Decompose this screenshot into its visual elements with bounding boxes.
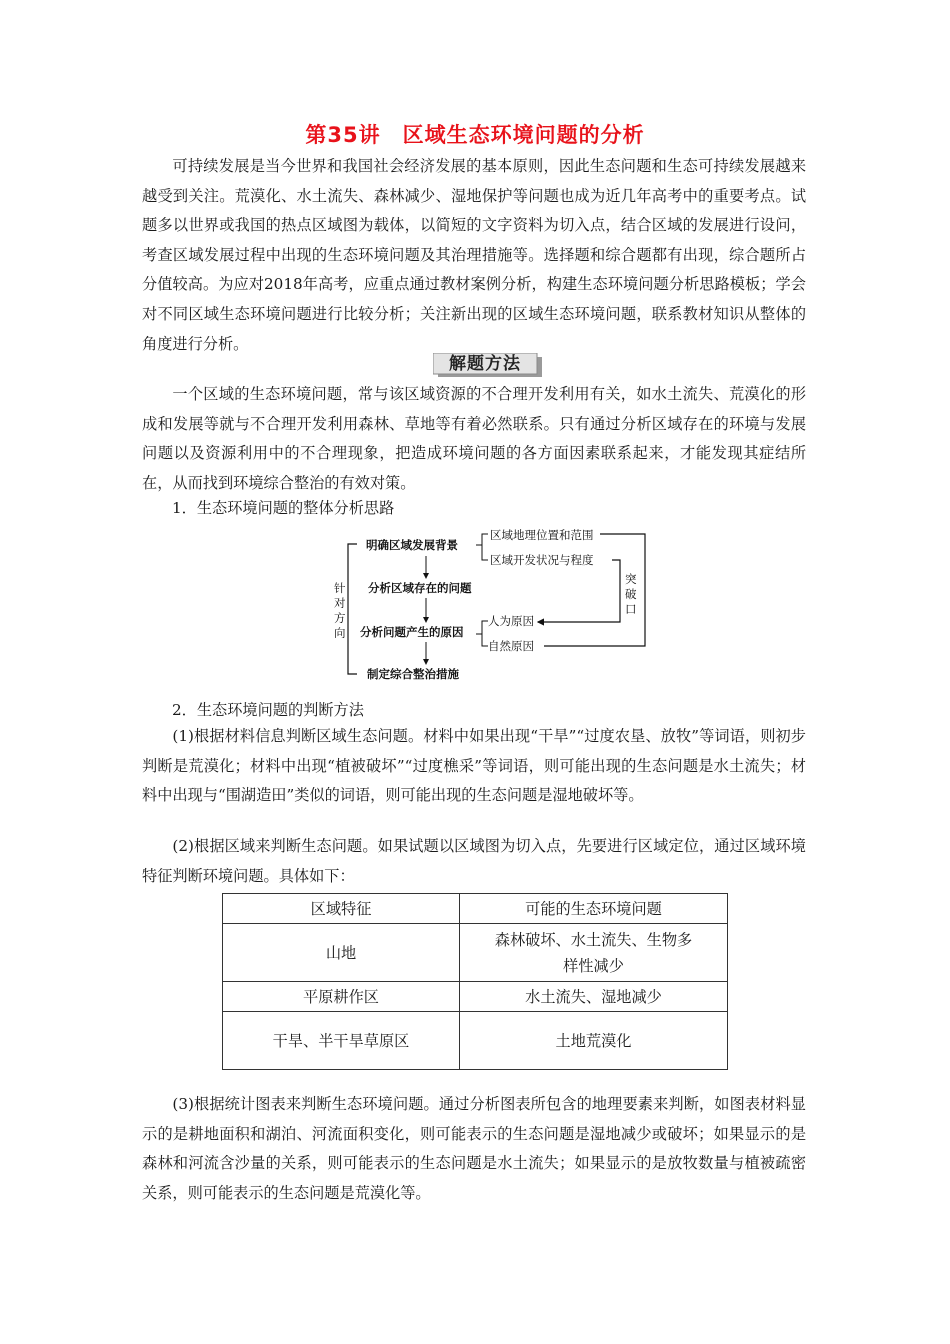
page-title [0,119,950,149]
background-brace [476,534,488,560]
section-2-heading: 2．生态环境问题的判断方法 [172,701,364,719]
table-header: 区域特征 [223,894,460,924]
section-1-heading: 1．生态环境问题的整体分析思路 [172,499,395,517]
table-cell: 平原耕作区 [223,982,460,1012]
table-cell: 山地 [223,924,460,982]
region-problem-table [222,893,728,1070]
side-label-1: 针 [334,581,346,595]
intro-paragraph: 可持续发展是当今世界和我国社会经济发展的基本原则，因此生态问题和生态可持续发展越来越受到关注。荒漠化、水土流失、森林减少、湿地保护等问题也成为近几年高考中的重要考点。试题多以世界或我国的热点区域图为载体，以简短的文字资料为切入点，结合区域的发展进行设问，考查区域发展过程中出现的生态环境问题及其治理措施等。选择题和综合题都有出现，综合题所占分值较高。为应对2018年高考，应重点通过教材案例分析，构建生态环境问题分析思路模板；学会对不同区域生态环境问题进行比较分析；关注新出现的区域生态环境问题，联系教材知识从整体的角度进行分析。 [142,157,806,353]
analysis-flow-diagram [330,528,650,688]
table-cell: 水土流失、湿地减少 [460,982,728,1012]
breakthrough-label-2: 破 [625,587,637,601]
table-cell: 森林破坏、水土流失、生物多样性减少 [460,924,728,982]
method-3-paragraph: (3)根据统计图表来判断生态环境问题。通过分析图表所包含的地理要素来判断，如图表材料显示的是耕地面积和湖泊、河流面积变化，则可能表示的生态问题是湿地减少或破坏；如果显示的是森林和河流含沙量的关系，则可能表示的生态问题是水土流失；如果显示的是放牧数量与植被疏密关系，则可能表示的生态问题是荒漠化等。 [142,1095,806,1202]
lecture-title: 区域生态环境问题的分析 [402,123,645,147]
step-2: 分析区域存在的问题 [368,581,472,595]
side-label-2: 对 [334,596,346,610]
table-row [223,1012,728,1070]
table-row [223,924,728,982]
method-1-paragraph: (1)根据材料信息判断区域生态问题。材料中如果出现“干旱”“过度农垦、放牧”等词语，则初步判断是荒漠化；材料中出现“植被破坏”“过度樵采”等词语，则可能出现的生态问题是水土流失；材料中出现与“围湖造田”类似的词语，则可能出现的生态问题是湿地破坏等。 [142,727,806,805]
table-header: 可能的生态环境问题 [460,894,728,924]
breakthrough-label-1: 突 [625,572,637,586]
side-label-4: 向 [334,626,346,640]
table-cell: 干旱、半干旱草原区 [223,1012,460,1070]
cause-brace [476,621,488,646]
banner-label: 解题方法 [449,354,521,374]
table-header-row [223,894,728,924]
lecture-number: 第35讲 [305,123,381,147]
step-3: 分析问题产生的原因 [360,625,464,639]
background-item-2: 区域开发状况与程度 [490,553,594,567]
step-1: 明确区域发展背景 [366,538,458,552]
method-paragraph: 一个区域的生态环境问题，常与该区域资源的不合理开发利用有关，如水土流失、荒漠化的形成和发展等就与不合理开发利用森林、草地等有着必然联系。只有通过分析区域存在的环境与发展问题以及资源利用中的不合理现象，把造成环境问题的各方面因素联系起来，才能发现其症结所在，从而找到环境综合整治的有效对策。 [142,385,806,492]
method-banner [433,353,543,378]
background-item-1: 区域地理位置和范围 [490,528,594,542]
inner-loop-line [538,560,620,622]
breakthrough-label-3: 口 [625,602,637,616]
cause-item-1: 人为原因 [488,614,534,628]
table-row [223,982,728,1012]
cause-item-2: 自然原因 [488,639,534,653]
method-2-paragraph: (2)根据区域来判断生态问题。如果试题以区域图为切入点，先要进行区域定位，通过区域环境特征判断环境问题。具体如下： [142,837,806,885]
side-label-3: 方 [334,611,346,625]
step-4: 制定综合整治措施 [367,667,459,681]
left-bracket [348,544,357,674]
table-cell: 土地荒漠化 [460,1012,728,1070]
